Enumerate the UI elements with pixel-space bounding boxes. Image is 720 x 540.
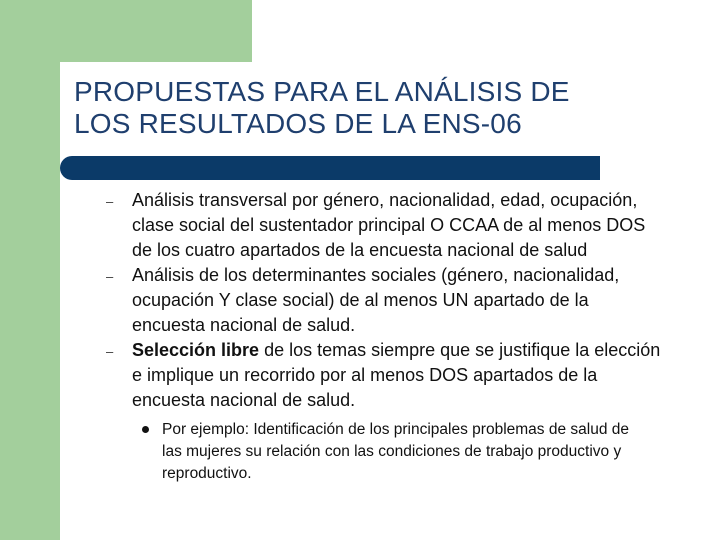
decorative-green-header-block — [0, 0, 252, 62]
slide-title — [74, 76, 694, 140]
list-item-text: Análisis de los determinantes sociales (género, nacionalidad, ocupación Y clase social) de al menos UN apartado de la encuesta nacional de salud. — [132, 265, 620, 335]
slide-title-line-2: LOS RESULTADOS DE LA ENS-06 — [74, 108, 522, 139]
sub-list-item-text: Por ejemplo: Identificación de los principales problemas de salud de las mujeres su relación con las condiciones de trabajo productivo y reproductivo. — [162, 421, 629, 482]
slide-title-line-1: PROPUESTAS PARA EL ANÁLISIS DE — [74, 76, 570, 107]
list-item — [106, 338, 666, 413]
decorative-green-sidebar — [0, 0, 60, 540]
bullet-list — [106, 188, 666, 485]
title-underline-bar — [60, 156, 600, 180]
list-item-text: de los temas siempre que se justifique la elección e implique un recorrido por al menos DOS apartados de la encuesta nacional de salud. — [132, 340, 661, 410]
list-item-bold-text: Selección libre — [132, 340, 260, 360]
list-item — [106, 263, 666, 338]
dash-bullet-marker: – — [106, 344, 114, 359]
sub-list-item — [142, 419, 642, 485]
list-item — [106, 188, 666, 263]
list-item-text: Análisis transversal por género, nacionalidad, edad, ocupación, clase social del sustentador principal O CCAA de al menos DOS de los cuatro apartados de la encuesta nacional de salud — [132, 190, 646, 260]
dash-bullet-marker: – — [106, 194, 114, 209]
bullet-dot-icon — [142, 426, 149, 433]
dash-bullet-marker: – — [106, 269, 114, 284]
